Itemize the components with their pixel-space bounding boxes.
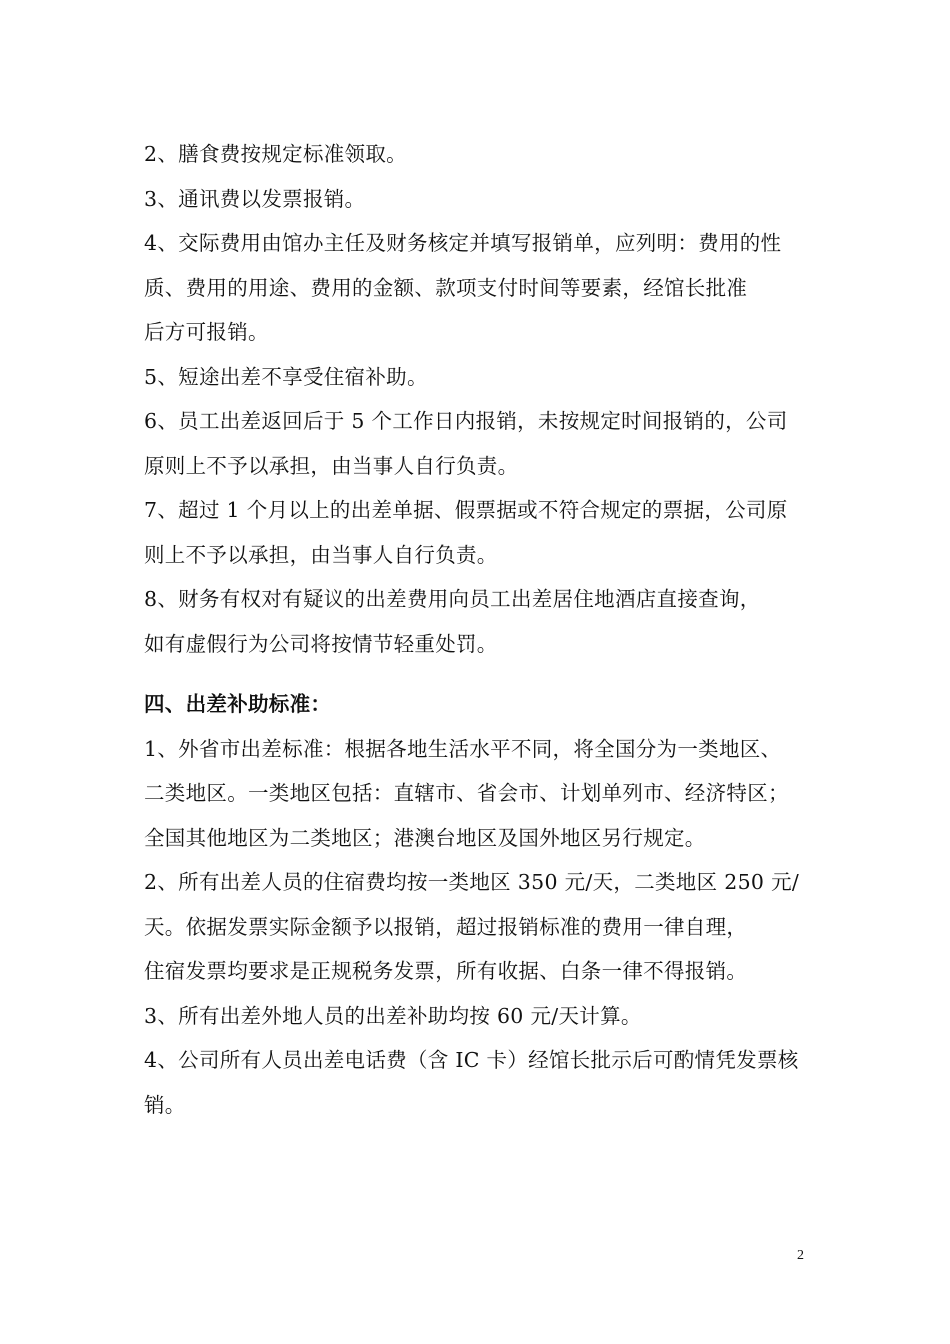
text-line: 原则上不予以承担，由当事人自行负责。	[144, 453, 519, 478]
text-line: 二类地区。一类地区包括：直辖市、省会市、计划单列市、经济特区；	[144, 781, 789, 805]
text-line: 全国其他地区为二类地区；港澳台地区及国外地区另行规定。	[144, 825, 706, 850]
text-line: 销。	[144, 1092, 186, 1117]
list-item	[144, 132, 820, 177]
list-item	[144, 177, 820, 222]
text-line: 3、所有出差外地人员的出差补助均按 60 元/天计算。	[144, 1003, 642, 1028]
text-line: 4、公司所有人员出差电话费（含 IC 卡）经馆长批示后可酌情凭发票核	[144, 1048, 799, 1072]
text-line: 4、交际费用由馆办主任及财务核定并填写报销单，应列明：费用的性	[144, 231, 782, 255]
list-item	[144, 488, 820, 577]
expense-rules-list	[144, 132, 820, 666]
list-item	[144, 355, 820, 400]
text-line: 天。依据发票实际金额予以报销，超过报销标准的费用一律自理，	[144, 914, 748, 939]
text-line: 5、短途出差不享受住宿补助。	[144, 364, 428, 389]
text-line: 1、外省市出差标准：根据各地生活水平不同，将全国分为一类地区、	[144, 736, 782, 761]
text-line: 如有虚假行为公司将按情节轻重处罚。	[144, 631, 498, 656]
list-item	[144, 1038, 820, 1127]
text-line: 住宿发票均要求是正规税务发票，所有收据、白条一律不得报销。	[144, 959, 748, 983]
list-item	[144, 994, 820, 1039]
text-line: 2、膳食费按规定标准领取。	[144, 142, 407, 166]
list-item	[144, 221, 820, 355]
text-line: 则上不予以承担，由当事人自行负责。	[144, 542, 498, 567]
text-line: 3、通讯费以发票报销。	[144, 186, 366, 211]
allowance-standards-list	[144, 727, 820, 1128]
document-body	[144, 132, 820, 1127]
text-line: 8、财务有权对有疑议的出差费用向员工出差居住地酒店直接查询，	[144, 587, 761, 611]
section-heading: 四、出差补助标准：	[144, 692, 332, 716]
text-line: 7、超过 1 个月以上的出差单据、假票据或不符合规定的票据，公司原	[144, 498, 788, 522]
text-line: 6、员工出差返回后于 5 个工作日内报销，未按规定时间报销的，公司	[144, 409, 788, 433]
list-item	[144, 727, 820, 861]
text-line: 后方可报销。	[144, 320, 269, 344]
page-number: 2	[797, 1248, 804, 1263]
list-item	[144, 577, 820, 666]
list-item	[144, 860, 820, 994]
text-line: 2、所有出差人员的住宿费均按一类地区 350 元/天，二类地区 250 元/	[144, 870, 800, 894]
list-item	[144, 399, 820, 488]
text-line: 质、费用的用途、费用的金额、款项支付时间等要素，经馆长批准	[144, 275, 748, 300]
